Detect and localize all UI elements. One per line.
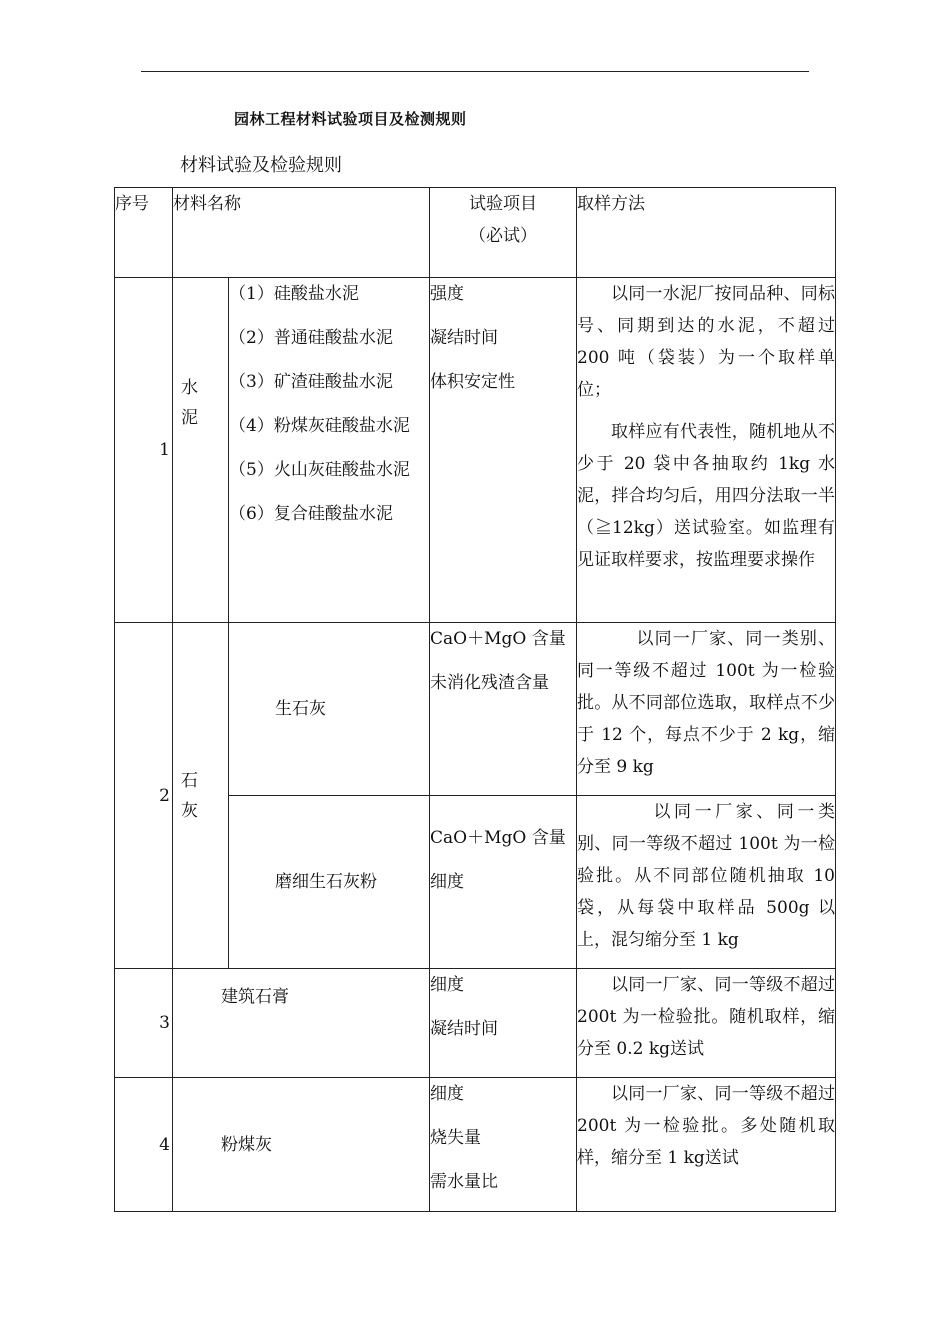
row-tests: 强度 凝结时间 体积安定性 xyxy=(430,278,577,623)
row-sampling-method: 以同一厂家、同一等级不超过 200t 为一检验批。多处随机取样，缩分至 1 kg送试 xyxy=(577,1078,836,1212)
header-test-items xyxy=(430,188,577,278)
table-row xyxy=(115,1078,836,1212)
list-item: （2）普通硅酸盐水泥 xyxy=(229,328,393,348)
row-material-name: 粉煤灰 xyxy=(173,1078,430,1212)
row-seq: 4 xyxy=(115,1078,173,1212)
row-seq: 1 xyxy=(115,278,173,623)
header-material-name: 材料名称 xyxy=(173,188,430,278)
cement-types xyxy=(229,278,430,623)
row-tests: CaO＋MgO 含量 未消化残渣含量 xyxy=(430,623,577,796)
table-header-row xyxy=(115,188,836,278)
row-material-name: 建筑石膏 xyxy=(173,969,430,1078)
header-test-label: 试验项目 xyxy=(469,194,537,214)
row-sampling-method: 以同一厂家、同一类别、同一等级不超过 100t 为一检验批。从不同部位随机抽取 10 袋，从每袋中取样品 500g 以上，混匀缩分至 1 kg xyxy=(577,796,836,969)
header-test-note: （必试） xyxy=(469,226,537,246)
subitem-name: 磨细生石灰粉 xyxy=(229,796,430,969)
row-tests: CaO＋MgO 含量 细度 xyxy=(430,796,577,969)
row-sampling-method: 以同一厂家、同一等级不超过 200t 为一检验批。随机取样，缩分至 0.2 kg送试 xyxy=(577,969,836,1078)
row-category: 水 泥 xyxy=(173,278,229,623)
list-item: （5）火山灰硅酸盐水泥 xyxy=(229,460,410,480)
list-item: （6）复合硅酸盐水泥 xyxy=(229,504,393,524)
row-seq: 3 xyxy=(115,969,173,1078)
row-tests: 细度 烧失量 需水量比 xyxy=(430,1078,577,1212)
subitem-name: 生石灰 xyxy=(229,623,430,796)
list-item: （4）粉煤灰硅酸盐水泥 xyxy=(229,416,410,436)
list-item: （1）硅酸盐水泥 xyxy=(229,284,359,304)
row-category: 石 灰 xyxy=(173,623,229,969)
table-caption: 材料试验及检验规则 xyxy=(180,155,342,176)
list-item: （3）矿渣硅酸盐水泥 xyxy=(229,372,393,392)
row-seq: 2 xyxy=(115,623,173,969)
table-row xyxy=(115,278,836,623)
document-title: 园林工程材料试验项目及检测规则 xyxy=(234,110,467,128)
row-sampling-method: 以同一厂家、同一类别、同一等级不超过 100t 为一检验批。从不同部位选取，取样点不少于 12 个，每点不少于 2 kg，缩分至 9 kg xyxy=(577,623,836,796)
header-seq: 序号 xyxy=(115,188,173,278)
header-rule xyxy=(141,71,809,72)
table-row xyxy=(115,623,836,796)
header-sampling-method: 取样方法 xyxy=(577,188,836,278)
material-test-table xyxy=(114,187,836,1212)
table-row xyxy=(115,969,836,1078)
row-sampling-method: 以同一水泥厂按同品种、同标号、同期到达的水泥，不超过 200 吨（袋装）为一个取样单位； 取样应有代表性，随机地从不少于 20 袋中各抽取约 1kg 水泥，拌合均匀后，用四分法取一半（≧12kg）送试验室。如监理有见证取样要求，按监理要求操作 xyxy=(577,278,836,623)
row-tests: 细度 凝结时间 xyxy=(430,969,577,1078)
